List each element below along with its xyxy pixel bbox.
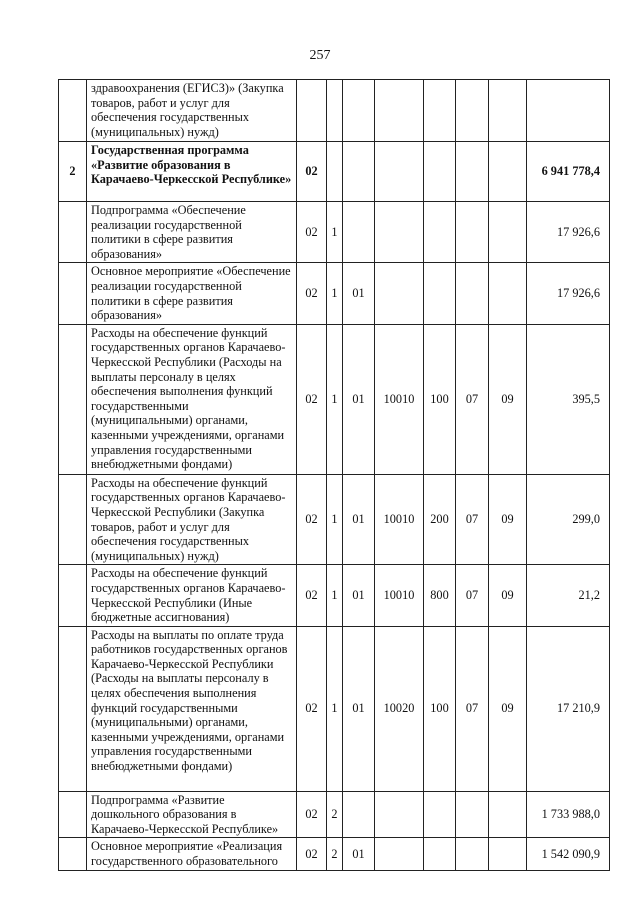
expense-direction-cell bbox=[375, 838, 424, 870]
program-code-cell: 02 bbox=[297, 838, 327, 870]
section-code-cell bbox=[456, 202, 489, 263]
amount-cell: 17 210,9 bbox=[527, 626, 610, 791]
amount-cell: 1 542 090,9 bbox=[527, 838, 610, 870]
row-name-cell: Подпрограмма «Развитие дошкольного образования в Карачаево-Черкесской Республике» bbox=[87, 791, 297, 838]
table-row bbox=[59, 142, 610, 202]
subsection-code-cell: 09 bbox=[489, 474, 527, 565]
page-number: 257 bbox=[309, 48, 331, 63]
amount-cell: 299,0 bbox=[527, 474, 610, 565]
section-code-cell: 07 bbox=[456, 474, 489, 565]
subprogram-code-cell: 1 bbox=[327, 263, 343, 324]
amount-cell bbox=[527, 80, 610, 142]
section-code-cell: 07 bbox=[456, 565, 489, 626]
row-name-cell: Основное мероприятие «Реализация государственного образовательного bbox=[87, 838, 297, 870]
program-code-cell: 02 bbox=[297, 474, 327, 565]
expense-direction-cell bbox=[375, 202, 424, 263]
row-number-cell bbox=[59, 202, 87, 263]
expense-direction-cell: 10010 bbox=[375, 474, 424, 565]
table-row bbox=[59, 791, 610, 838]
main-event-code-cell: 01 bbox=[343, 565, 375, 626]
main-event-code-cell bbox=[343, 80, 375, 142]
subsection-code-cell bbox=[489, 791, 527, 838]
expense-type-cell bbox=[424, 80, 456, 142]
row-number-cell: 2 bbox=[59, 142, 87, 202]
row-number-cell bbox=[59, 263, 87, 324]
section-code-cell bbox=[456, 838, 489, 870]
expense-direction-cell: 10020 bbox=[375, 626, 424, 791]
expense-direction-cell: 10010 bbox=[375, 565, 424, 626]
expense-type-cell: 100 bbox=[424, 324, 456, 474]
main-event-code-cell: 01 bbox=[343, 263, 375, 324]
subsection-code-cell: 09 bbox=[489, 626, 527, 791]
subprogram-code-cell: 1 bbox=[327, 202, 343, 263]
row-number-cell bbox=[59, 565, 87, 626]
subprogram-code-cell: 2 bbox=[327, 791, 343, 838]
row-number-cell bbox=[59, 80, 87, 142]
row-name-cell: Государственная программа «Развитие образования в Карачаево-Черкесской Республике» bbox=[87, 142, 297, 202]
amount-cell: 17 926,6 bbox=[527, 202, 610, 263]
subsection-code-cell bbox=[489, 202, 527, 263]
table-row bbox=[59, 263, 610, 324]
expense-direction-cell bbox=[375, 263, 424, 324]
table-row bbox=[59, 324, 610, 474]
program-code-cell: 02 bbox=[297, 324, 327, 474]
subsection-code-cell bbox=[489, 80, 527, 142]
subprogram-code-cell: 1 bbox=[327, 474, 343, 565]
expense-direction-cell bbox=[375, 791, 424, 838]
row-name-cell: здравоохранения (ЕГИСЗ)» (Закупка товаров, работ и услуг для обеспечения государственных (муниципальных) нужд) bbox=[87, 80, 297, 142]
expense-direction-cell bbox=[375, 142, 424, 202]
expense-direction-cell bbox=[375, 80, 424, 142]
expense-type-cell bbox=[424, 791, 456, 838]
row-name-cell: Основное мероприятие «Обеспечение реализации государственной политики в сфере развития образования» bbox=[87, 263, 297, 324]
program-code-cell bbox=[297, 80, 327, 142]
row-name-cell: Подпрограмма «Обеспечение реализации государственной политики в сфере развития образования» bbox=[87, 202, 297, 263]
row-number-cell bbox=[59, 474, 87, 565]
program-code-cell: 02 bbox=[297, 263, 327, 324]
subsection-code-cell bbox=[489, 142, 527, 202]
main-event-code-cell bbox=[343, 202, 375, 263]
main-event-code-cell: 01 bbox=[343, 838, 375, 870]
expense-type-cell bbox=[424, 142, 456, 202]
main-event-code-cell: 01 bbox=[343, 324, 375, 474]
row-name-cell: Расходы на выплаты по оплате труда работников государственных органов Карачаево-Черкесской Республики (Расходы на выплаты персоналу в целях обеспечения выполнения функций государственными (муниципальными) органами, казенными учреждениями, органами управления государственными внебюджетными фондами) bbox=[87, 626, 297, 791]
expense-type-cell bbox=[424, 838, 456, 870]
amount-cell: 1 733 988,0 bbox=[527, 791, 610, 838]
section-code-cell bbox=[456, 263, 489, 324]
program-code-cell: 02 bbox=[297, 791, 327, 838]
subsection-code-cell bbox=[489, 263, 527, 324]
program-code-cell: 02 bbox=[297, 202, 327, 263]
amount-cell: 17 926,6 bbox=[527, 263, 610, 324]
table-row bbox=[59, 838, 610, 870]
budget-table bbox=[58, 79, 610, 871]
subsection-code-cell: 09 bbox=[489, 324, 527, 474]
table-row bbox=[59, 202, 610, 263]
table-row bbox=[59, 626, 610, 791]
row-number-cell bbox=[59, 791, 87, 838]
expense-type-cell: 800 bbox=[424, 565, 456, 626]
subsection-code-cell: 09 bbox=[489, 565, 527, 626]
amount-cell: 6 941 778,4 bbox=[527, 142, 610, 202]
expense-direction-cell: 10010 bbox=[375, 324, 424, 474]
row-number-cell bbox=[59, 838, 87, 870]
row-name-cell: Расходы на обеспечение функций государственных органов Карачаево-Черкесской Республики (Иные бюджетные ассигнования) bbox=[87, 565, 297, 626]
row-number-cell bbox=[59, 324, 87, 474]
main-event-code-cell bbox=[343, 791, 375, 838]
section-code-cell: 07 bbox=[456, 324, 489, 474]
main-event-code-cell: 01 bbox=[343, 626, 375, 791]
section-code-cell: 07 bbox=[456, 626, 489, 791]
amount-cell: 21,2 bbox=[527, 565, 610, 626]
amount-cell: 395,5 bbox=[527, 324, 610, 474]
subprogram-code-cell bbox=[327, 142, 343, 202]
subprogram-code-cell: 1 bbox=[327, 565, 343, 626]
expense-type-cell: 200 bbox=[424, 474, 456, 565]
subprogram-code-cell: 1 bbox=[327, 324, 343, 474]
section-code-cell bbox=[456, 80, 489, 142]
row-number-cell bbox=[59, 626, 87, 791]
program-code-cell: 02 bbox=[297, 565, 327, 626]
subprogram-code-cell: 2 bbox=[327, 838, 343, 870]
row-name-cell: Расходы на обеспечение функций государственных органов Карачаево-Черкесской Республики (Расходы на выплаты персоналу в целях обеспечения выполнения функций государственными (муниципальными) органами, казенными учреждениями, органами управления государственными внебюджетными фондами) bbox=[87, 324, 297, 474]
expense-type-cell bbox=[424, 202, 456, 263]
main-event-code-cell bbox=[343, 142, 375, 202]
program-code-cell: 02 bbox=[297, 142, 327, 202]
program-code-cell: 02 bbox=[297, 626, 327, 791]
row-name-cell: Расходы на обеспечение функций государственных органов Карачаево-Черкесской Республики (Закупка товаров, работ и услуг для обеспечения государственных (муниципальных) нужд) bbox=[87, 474, 297, 565]
subprogram-code-cell: 1 bbox=[327, 626, 343, 791]
table-row bbox=[59, 80, 610, 142]
main-event-code-cell: 01 bbox=[343, 474, 375, 565]
subsection-code-cell bbox=[489, 838, 527, 870]
section-code-cell bbox=[456, 791, 489, 838]
subprogram-code-cell bbox=[327, 80, 343, 142]
expense-type-cell: 100 bbox=[424, 626, 456, 791]
section-code-cell bbox=[456, 142, 489, 202]
table-row bbox=[59, 565, 610, 626]
budget-table-body bbox=[59, 80, 610, 871]
expense-type-cell bbox=[424, 263, 456, 324]
table-row bbox=[59, 474, 610, 565]
